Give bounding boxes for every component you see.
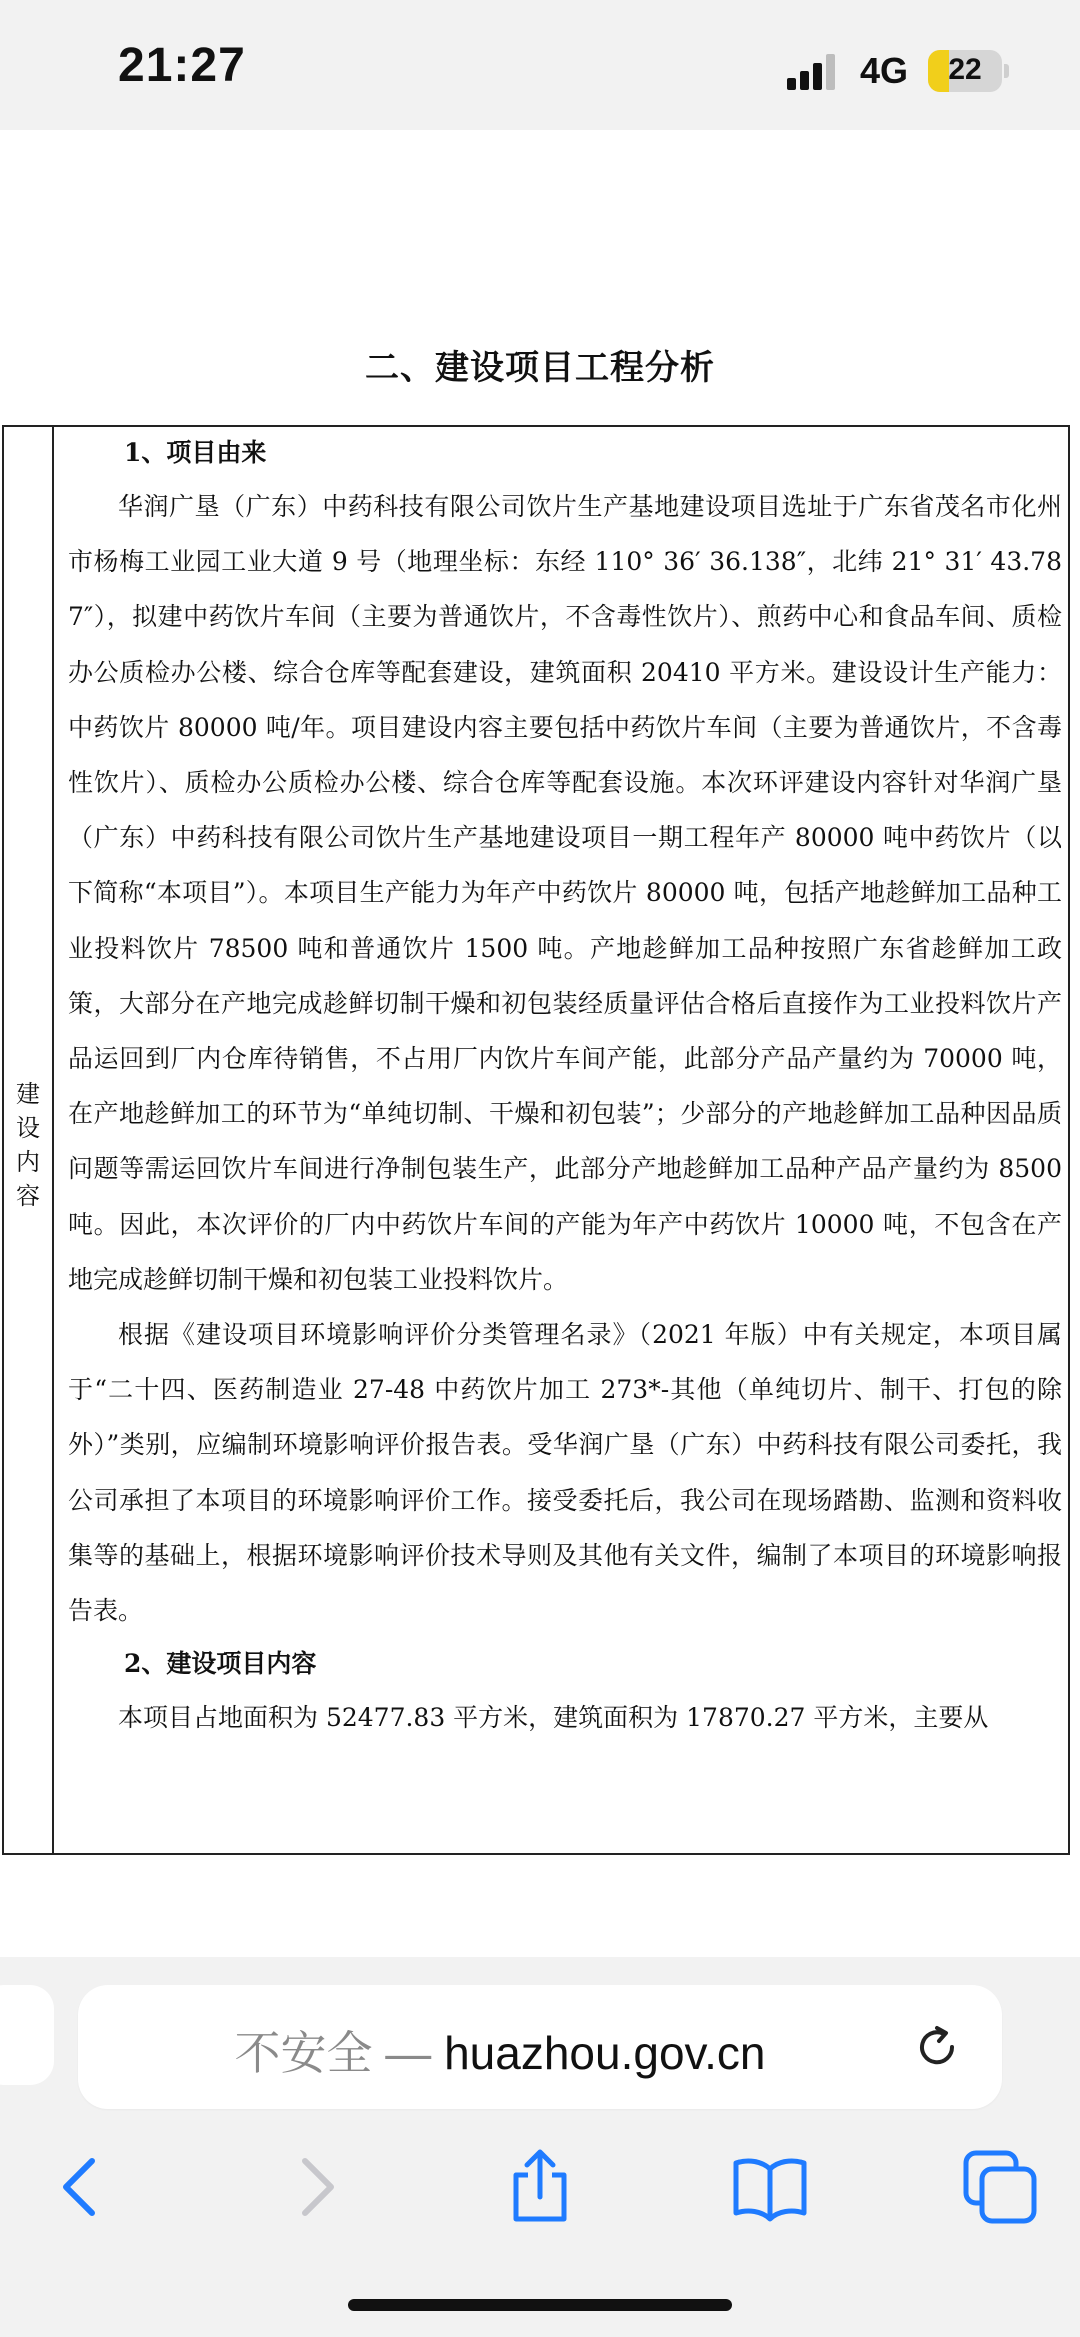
previous-tab-preview[interactable]: [0, 1985, 54, 2085]
url-text[interactable]: [78, 2017, 922, 2083]
battery-cap: [1004, 64, 1009, 78]
side-label-column: [4, 427, 54, 1853]
document-table: [2, 425, 1070, 1855]
side-label-char: 设: [16, 1114, 40, 1142]
section-heading-project-content: 2、建设项目内容: [124, 1649, 317, 1679]
status-bar: [0, 0, 1080, 130]
share-icon[interactable]: [500, 2147, 580, 2227]
paragraph-project-content: 本项目占地面积为 52477.83 平方米，建筑面积为 17870.27 平方米，主要从: [118, 1703, 989, 1733]
bookmarks-icon[interactable]: [730, 2147, 810, 2227]
document-body: [68, 427, 1062, 1745]
side-label-char: 容: [16, 1182, 40, 1210]
back-icon[interactable]: [42, 2147, 122, 2227]
battery-level: 22: [948, 53, 982, 86]
paragraph-project-background: 华润广垦（广东）中药科技有限公司饮片生产基地建设项目选址于广东省茂名市化州市杨梅工业园工业大道 9 号（地理坐标：东经 110° 36′ 36.138″，北纬 21° 31′ 43.787″），拟建中药饮片车间（主要为普通饮片，不含毒性饮片）、煎药中心和食品车间、质检办公质检办公楼、综合仓库等配套建设，建筑面积 20410 平方米。建设设计生产能力：中药饮片 80000 吨/年。项目建设内容主要包括中药饮片车间（主要为普通饮片，不含毒性饮片）、质检办公质检办公楼、综合仓库等配套设施。本次环评建设内容针对华润广垦（广东）中药科技有限公司饮片生产基地建设项目一期工程年产 80000 吨中药饮片（以下简称“本项目”）。本项目生产能力为年产中药饮片 80000 吨，包括产地趁鲜加工品种工业投料饮片 78500 吨和普通饮片 1500 吨。产地趁鲜加工品种按照广东省趁鲜加工政策，大部分在产地完成趁鲜切制干燥和初包装经质量评估合格后直接作为工业投料饮片产品运回到厂内仓库待销售，不占用厂内饮片车间产能，此部分产品产量约为 70000 吨，在产地趁鲜加工的环节为“单纯切制、干燥和初包装”；少部分的产地趁鲜加工品种因品质问题等需运回饮片车间进行净制包装生产，此部分产地趁鲜加工品种产品产量约为 8500 吨。因此，本次评价的厂内中药饮片车间的产能为年产中药饮片 10000 吨，不包含在产地完成趁鲜切制干燥和初包装工业投料饮片。: [68, 492, 1062, 1294]
tabs-icon[interactable]: [960, 2147, 1040, 2227]
side-label-char: 内: [16, 1148, 40, 1176]
side-label-char: 建: [16, 1080, 40, 1108]
address-bar[interactable]: [78, 1985, 1002, 2109]
home-indicator[interactable]: [348, 2299, 732, 2311]
forward-icon[interactable]: [275, 2147, 355, 2227]
paragraph-assessment-basis: 根据《建设项目环境影响评价分类管理名录》（2021 年版）中有关规定，本项目属于“二十四、医药制造业 27-48 中药饮片加工 273*-其他（单纯切片、制干、打包的除外）”类别，应编制环境影响评价报告表。受华润广垦（广东）中药科技有限公司委托，我公司承担了本项目的环境影响评价工作。接受委托后，我公司在现场踏勘、监测和资料收集等的基础上，根据环境影响评价技术导则及其他有关文件，编制了本项目的环境影响报告表。: [68, 1320, 1062, 1626]
domain-text: huazhou.gov.cn: [444, 2027, 766, 2079]
browser-bottom-bar: [0, 1957, 1080, 2337]
battery-icon: [928, 50, 1002, 92]
status-time: 21:27: [118, 39, 246, 92]
network-type: 4G: [860, 50, 909, 91]
section-heading-project-origin: 1、项目由来: [124, 438, 267, 467]
document-title: 二、建设项目工程分析: [365, 348, 715, 388]
insecure-label: 不安全 —: [234, 2027, 432, 2079]
reload-icon[interactable]: [910, 2020, 964, 2074]
signal-strength-icon: [787, 52, 839, 90]
side-label: [4, 1077, 52, 1213]
